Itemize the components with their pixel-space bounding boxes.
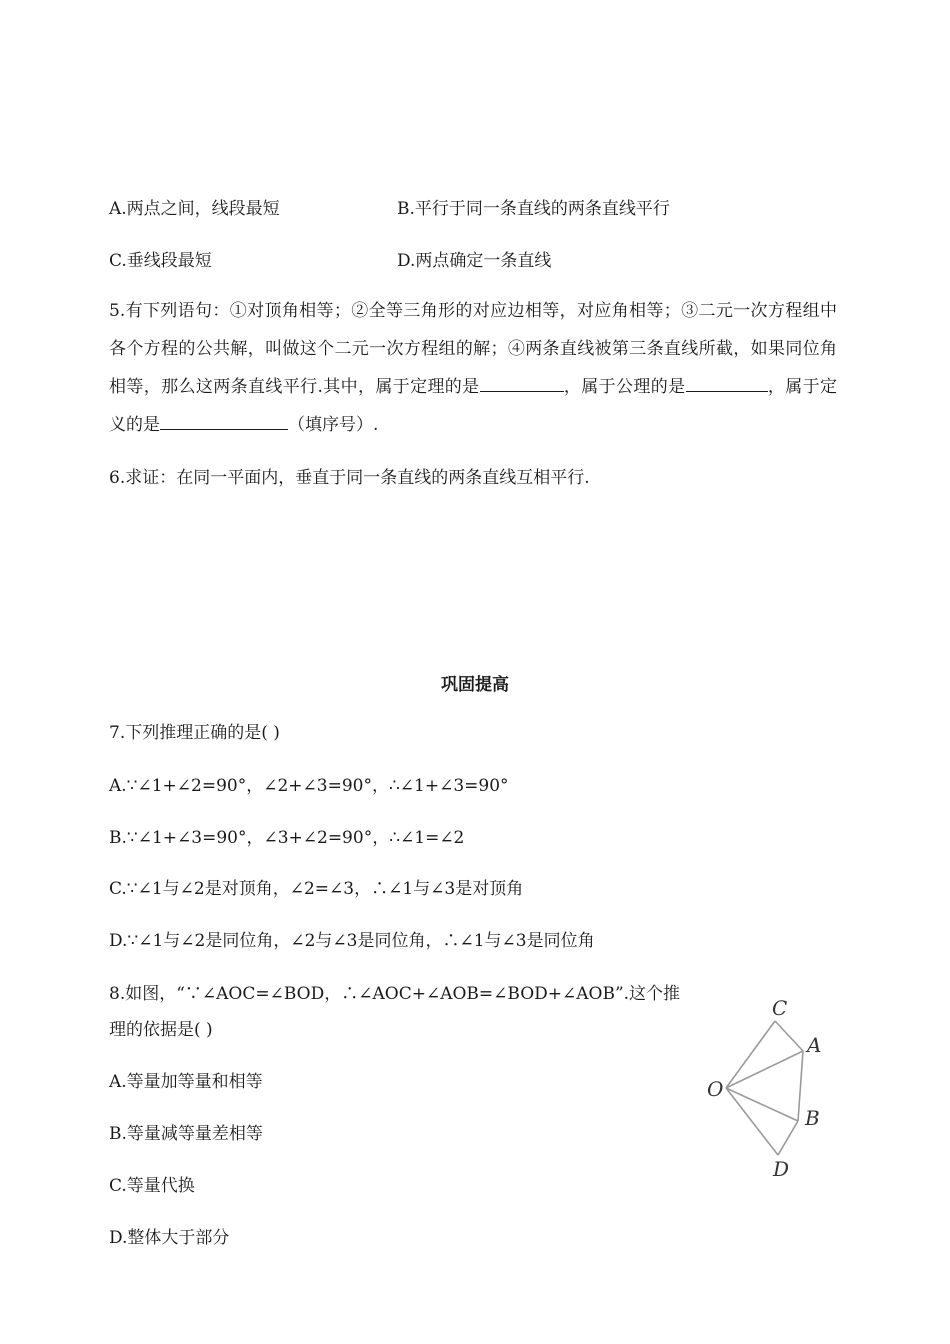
segment-ab [798,1051,803,1121]
label-d: D [773,1157,790,1181]
q7-option-c: C.∵∠1与∠2是对顶角，∠2=∠3，∴∠1与∠3是对顶角 [109,879,524,899]
segment-ca [775,1021,803,1051]
q7-option-a: A.∵∠1+∠2=90°，∠2+∠3=90°，∴∠1+∠3=90° [109,776,509,796]
q4-option-b: B.平行于同一条直线的两条直线平行 [397,199,670,219]
q5-blank-theorem[interactable] [480,373,564,392]
segment-oa [726,1051,803,1088]
q5-blank-axiom[interactable] [686,373,768,392]
label-c: C [772,996,788,1020]
label-o: O [707,1077,724,1101]
q8-option-b: B.等量减等量差相等 [109,1124,263,1144]
segment-ob [726,1088,798,1121]
q6-text: 6.求证：在同一平面内，垂直于同一条直线的两条直线互相平行. [109,468,590,488]
segment-oc [726,1021,775,1088]
segment-bd [778,1121,798,1155]
q8-option-d: D.整体大于部分 [109,1228,230,1248]
q4-option-a: A.两点之间，线段最短 [109,199,280,219]
q8-option-a: A.等量加等量和相等 [109,1072,263,1092]
q7-option-b: B.∵∠1+∠3=90°，∠3+∠2=90°，∴∠1=∠2 [109,828,465,848]
q5-text-part2: ，属于公理的是 [563,377,686,397]
segment-od [726,1088,778,1155]
q4-option-c: C.垂线段最短 [109,251,212,271]
q5-paragraph [109,292,837,444]
section-title: 巩固提高 [441,675,509,695]
q4-option-d: D.两点确定一条直线 [397,251,552,271]
q5-text-part1: 5.有下列语句：①对顶角相等；②全等三角形的对应边相等，对应角相等；③二元一次方程组中各个方程的公共解，叫做这个二元一次方程组的解；④两条直线被第三条直线所截，如果同位角相等，那么这两条直线平行.其中，属于定理的是 [109,301,837,397]
q8-stem-line1: 8.如图，“∵∠AOC=∠BOD，∴∠AOC+∠AOB=∠BOD+∠AOB”.这个推 [109,984,681,1004]
label-a: A [807,1033,822,1057]
geometry-figure [690,985,840,1185]
q7-stem: 7.下列推理正确的是( ) [109,723,280,743]
label-b: B [805,1106,820,1130]
q8-stem-line2: 理的依据是( ) [109,1020,213,1040]
q5-text-part3: ，属于定义的是 [109,377,838,435]
q8-option-c: C.等量代换 [109,1176,195,1196]
q5-blank-definition[interactable] [160,411,288,430]
q7-option-d: D.∵∠1与∠2是同位角，∠2与∠3是同位角，∴∠1与∠3是同位角 [109,931,595,951]
q5-text-part4: （填序号）. [288,415,379,435]
